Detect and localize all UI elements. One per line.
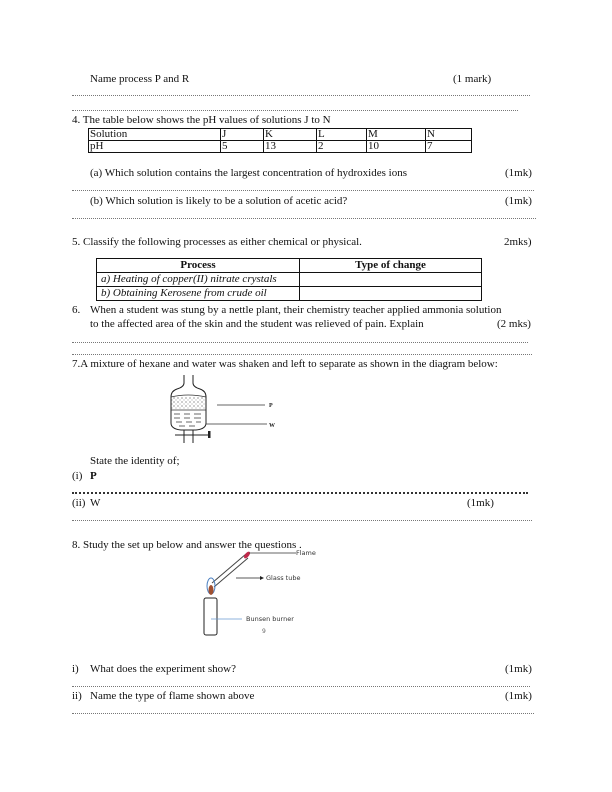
bunsen-burner-glass-tube-icon: [196, 547, 326, 639]
q3-marks: (1 mark): [453, 73, 492, 85]
bunsen-burner-diagram: [196, 547, 326, 639]
q8-ii-text: Name the type of flame shown above: [90, 690, 255, 702]
type-of-change-input[interactable]: [300, 287, 482, 301]
flame-label: Flame: [296, 549, 316, 557]
q7-instruction: State the identity of;: [90, 455, 180, 467]
ph-value-n: 7: [426, 141, 472, 153]
q4a-text: (a) Which solution contains the largest concentration of hydroxides ions: [90, 167, 407, 179]
type-of-change-header: Type of change: [300, 259, 482, 273]
answer-line[interactable]: [72, 354, 532, 355]
q7-ii-text: W: [90, 497, 101, 509]
separating-funnel-diagram: [165, 373, 283, 445]
process-row: [97, 287, 482, 301]
ph-value-l: 2: [317, 141, 367, 153]
answer-line[interactable]: [72, 95, 530, 96]
glass-tube-label: Glass tube: [266, 574, 301, 582]
q6-line1: When a student was stung by a nettle plant, their chemistry teacher applied ammonia solution: [90, 304, 502, 316]
label-p: P: [269, 403, 273, 409]
answer-line[interactable]: [72, 713, 534, 714]
answer-line[interactable]: [72, 520, 532, 521]
answer-line[interactable]: [72, 686, 530, 687]
ph-value-j: 5: [221, 141, 264, 153]
q6-line2: to the affected area of the skin and the student was relieved of pain. Explain: [90, 318, 424, 330]
q5-intro: 5. Classify the following processes as either chemical or physical.: [72, 236, 362, 248]
q6-number: 6.: [72, 304, 81, 316]
q7-i-text: P: [90, 470, 97, 482]
process-table: [96, 258, 482, 301]
process-cell: b) Obtaining Kerosene from crude oil: [97, 287, 300, 301]
label-w: W: [269, 423, 275, 429]
q7-i-number: (i): [72, 470, 83, 482]
process-header: Process: [97, 259, 300, 273]
ph-table: [88, 128, 472, 153]
process-table-header: [97, 259, 482, 273]
ph-table-col-j: J: [221, 129, 264, 141]
q4a-marks: (1mk): [505, 167, 532, 179]
q4b-marks: (1mk): [505, 195, 532, 207]
q7-marks: (1mk): [467, 497, 494, 509]
ph-table-col-k: K: [264, 129, 317, 141]
ph-value-k: 13: [264, 141, 317, 153]
answer-line[interactable]: [72, 492, 528, 494]
answer-line[interactable]: [72, 218, 536, 219]
ph-table-header-label: Solution: [89, 129, 221, 141]
q5-marks: 2mks): [504, 236, 532, 248]
ph-table-col-m: M: [367, 129, 426, 141]
process-row: [97, 273, 482, 287]
separating-funnel-icon: [165, 373, 283, 445]
ph-table-header-row: [89, 129, 472, 141]
type-of-change-input[interactable]: [300, 273, 482, 287]
ph-table-col-l: L: [317, 129, 367, 141]
answer-line[interactable]: [72, 190, 534, 191]
q8-ii-marks: (1mk): [505, 690, 532, 702]
ph-table-value-row: [89, 141, 472, 153]
answer-line[interactable]: [72, 110, 518, 111]
q8-i-text: What does the experiment show?: [90, 663, 237, 675]
q8-i-number: i): [72, 663, 79, 675]
q8-intro: 8. Study the set up below and answer the questions .: [72, 539, 302, 551]
q8-ii-number: ii): [72, 690, 82, 702]
ph-value-m: 10: [367, 141, 426, 153]
q7-intro: 7.A mixture of hexane and water was shaken and left to separate as shown in the diagram below:: [72, 358, 498, 370]
ph-table-col-n: N: [426, 129, 472, 141]
q3-prompt: Name process P and R: [90, 73, 190, 85]
process-cell: a) Heating of copper(II) nitrate crystals: [97, 273, 300, 287]
ph-table-row-label: pH: [89, 141, 221, 153]
answer-line[interactable]: [72, 342, 528, 343]
q4b-text: (b) Which solution is likely to be a solution of acetic acid?: [90, 195, 348, 207]
q4-intro: 4. The table below shows the pH values of solutions J to N: [72, 114, 331, 126]
figure-number: 9: [262, 628, 266, 635]
bunsen-burner-label: Bunsen burner: [246, 615, 294, 623]
q6-marks: (2 mks): [497, 318, 531, 330]
q8-i-marks: (1mk): [505, 663, 532, 675]
q7-ii-number: (ii): [72, 497, 86, 509]
